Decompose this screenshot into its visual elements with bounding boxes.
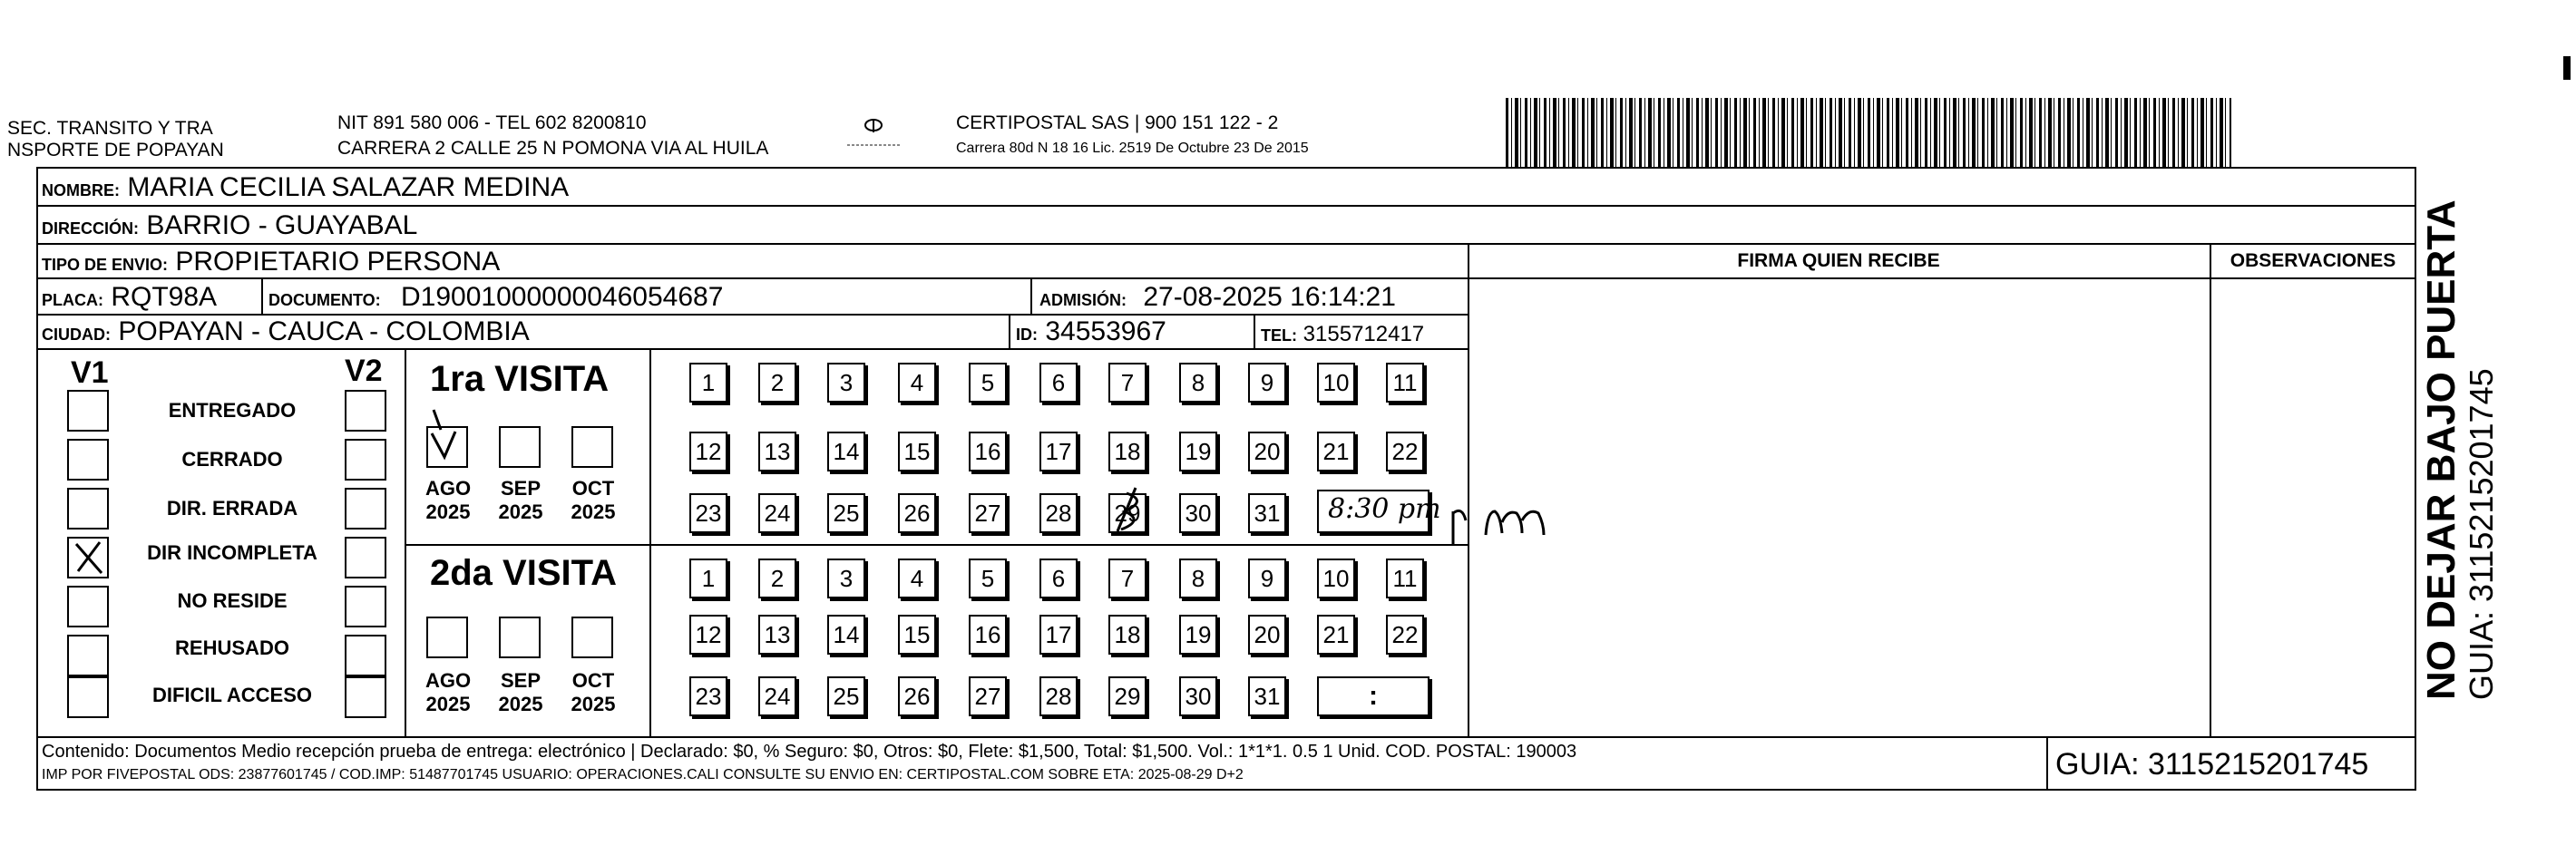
reason-dir-errada: DIR. ERRADA xyxy=(166,497,298,520)
direccion-label: DIRECCIÓN: xyxy=(42,219,139,238)
nit-line: NIT 891 580 006 - TEL 602 8200810 xyxy=(337,112,647,133)
admision-label: ADMISIÓN: xyxy=(1039,291,1127,309)
v2-checkbox[interactable] xyxy=(345,635,386,676)
month-year: 2025 xyxy=(498,500,543,523)
col-divider xyxy=(1254,314,1255,348)
day-cell[interactable]: 14 xyxy=(827,432,865,471)
day-cell[interactable]: 17 xyxy=(1039,432,1078,471)
day-cell[interactable]: 4 xyxy=(898,363,936,403)
tel-cell xyxy=(1261,319,1424,351)
sender-line-2: NSPORTE DE POPAYAN xyxy=(7,140,224,160)
day-cell[interactable]: 26 xyxy=(898,493,936,533)
footer-divider xyxy=(36,736,2416,738)
day-cell[interactable]: 18 xyxy=(1108,432,1147,471)
day-cell[interactable]: 22 xyxy=(1386,432,1424,471)
reason-cerrado: CERRADO xyxy=(181,448,283,471)
month-year: 2025 xyxy=(571,693,616,715)
day-cell[interactable]: 23 xyxy=(689,676,727,716)
col-divider xyxy=(261,277,263,314)
day-cell[interactable]: 27 xyxy=(969,493,1007,533)
day-cell[interactable]: 6 xyxy=(1039,559,1078,598)
day-cell[interactable]: 9 xyxy=(1248,363,1286,403)
day-cell[interactable]: 19 xyxy=(1179,432,1217,471)
day-cell[interactable]: 30 xyxy=(1179,676,1217,716)
time-cell[interactable]: : xyxy=(1317,676,1429,716)
reason-rehusado: REHUSADO xyxy=(175,636,289,659)
visit-2-month xyxy=(493,669,548,716)
day-cell[interactable]: 17 xyxy=(1039,615,1078,655)
sender-name xyxy=(7,118,224,161)
v1-checkbox-checked[interactable] xyxy=(67,537,109,578)
visit-1-month-checkbox[interactable] xyxy=(571,426,613,468)
day-cell[interactable]: 1 xyxy=(689,559,727,598)
documento-cell xyxy=(268,282,723,316)
month-name: SEP xyxy=(500,477,542,500)
col-divider xyxy=(2210,243,2211,736)
col-divider xyxy=(1009,314,1010,348)
reason-dir-incompleta: DIR INCOMPLETA xyxy=(147,541,317,564)
month-name: OCT xyxy=(571,477,615,500)
visit-divider xyxy=(405,544,1468,546)
month-year: 2025 xyxy=(425,693,471,715)
day-cell[interactable]: 29 xyxy=(1108,676,1147,716)
visit-2-month xyxy=(421,669,475,716)
v2-label: V2 xyxy=(345,354,383,388)
v1-checkbox[interactable] xyxy=(67,439,109,481)
day-cell[interactable]: 8 xyxy=(1179,363,1217,403)
day-cell[interactable]: 15 xyxy=(898,615,936,655)
day-cell[interactable]: 2 xyxy=(758,363,796,403)
company-line: CERTIPOSTAL SAS | 900 151 122 - 2 xyxy=(956,112,1279,133)
col-divider xyxy=(1030,277,1032,314)
documento-value: D19001000000046054687 xyxy=(401,282,724,312)
day-cell[interactable]: 9 xyxy=(1248,559,1286,598)
day-cell[interactable]: 16 xyxy=(969,432,1007,471)
day-cell[interactable]: 15 xyxy=(898,432,936,471)
day-cell[interactable]: 20 xyxy=(1248,432,1286,471)
license-line: Carrera 80d N 18 16 Lic. 2519 De Octubre 23 De 2015 xyxy=(956,141,1309,156)
day-cell[interactable]: 31 xyxy=(1248,493,1286,533)
month-name: AGO xyxy=(424,669,472,692)
v2-checkbox[interactable] xyxy=(345,676,386,718)
ciudad-cell xyxy=(42,316,530,350)
v1-checkbox[interactable] xyxy=(67,676,109,718)
footer-guia: GUIA: 3115215201745 xyxy=(2055,747,2369,782)
day-cell[interactable]: 31 xyxy=(1248,676,1286,716)
day-cell[interactable]: 13 xyxy=(758,432,796,471)
day-cell[interactable]: 24 xyxy=(758,676,796,716)
day-cell[interactable]: 11 xyxy=(1386,363,1424,403)
day-cell[interactable]: 16 xyxy=(969,615,1007,655)
month-year: 2025 xyxy=(571,500,616,523)
id-cell xyxy=(1016,316,1166,350)
reason-no-reside: NO RESIDE xyxy=(177,589,288,612)
day-cell[interactable]: 28 xyxy=(1039,676,1078,716)
tipo-row xyxy=(42,247,500,280)
month-name: OCT xyxy=(571,669,615,692)
day-cell[interactable]: 25 xyxy=(827,676,865,716)
day-cell[interactable]: 21 xyxy=(1317,432,1355,471)
v1-checkbox[interactable] xyxy=(67,488,109,530)
observaciones-header: OBSERVACIONES xyxy=(2230,250,2396,271)
tel-label: TEL: xyxy=(1261,326,1297,345)
day-29-scribble xyxy=(1112,484,1152,539)
visit-2-month-checkbox[interactable] xyxy=(571,617,613,658)
day-cell[interactable]: 8 xyxy=(1179,559,1217,598)
day-cell[interactable]: 7 xyxy=(1108,363,1147,403)
tipo-value: PROPIETARIO PERSONA xyxy=(175,247,501,277)
certipostal-logo xyxy=(842,114,905,151)
side-guia: GUIA: 3115215201745 xyxy=(2463,368,2500,700)
month-year: 2025 xyxy=(425,500,471,523)
nombre-value: MARIA CECILIA SALAZAR MEDINA xyxy=(127,172,570,202)
side-text xyxy=(2420,156,2511,700)
day-cell[interactable]: 24 xyxy=(758,493,796,533)
month-year: 2025 xyxy=(498,693,543,715)
direccion-value: BARRIO - GUAYABAL xyxy=(146,210,418,240)
v2-checkbox[interactable] xyxy=(345,390,386,432)
day-cell[interactable]: 30 xyxy=(1179,493,1217,533)
barcode xyxy=(1506,98,2231,167)
v1-checkbox[interactable] xyxy=(67,586,109,627)
v1-checkbox[interactable] xyxy=(67,390,109,432)
edge-mark xyxy=(2563,56,2571,80)
v2-checkbox[interactable] xyxy=(345,439,386,481)
day-cell[interactable]: 3 xyxy=(827,559,865,598)
day-cell[interactable]: 2 xyxy=(758,559,796,598)
day-cell[interactable]: 28 xyxy=(1039,493,1078,533)
day-cell[interactable]: 22 xyxy=(1386,615,1424,655)
day-cell[interactable]: 12 xyxy=(689,615,727,655)
footer-line-1: Contenido: Documentos Medio recepción prueba de entrega: electrónico | Declarado: $0, % Seguro: $0, Otros: $0, Flete: $1,500, Total: $1,500. Vol.: 1*1*1. 0.5 1 Unid. COD. POSTAL: 190003 xyxy=(42,742,1577,762)
no-dejar-bajo-puerta: NO DEJAR BAJO PUERTA xyxy=(2419,199,2464,700)
time-cell[interactable]: 8:30 pm xyxy=(1317,490,1429,533)
v2-checkbox[interactable] xyxy=(345,488,386,530)
v1-label: V1 xyxy=(71,355,109,390)
sender-line-1: SEC. TRANSITO Y TRA xyxy=(7,118,213,139)
visit-2-title: 2da VISITA xyxy=(430,553,617,593)
visit-1-month xyxy=(421,477,475,524)
company-info xyxy=(956,112,1309,160)
address-line: CARRERA 2 CALLE 25 N POMONA VIA AL HUILA xyxy=(337,138,769,159)
v1-checkbox[interactable] xyxy=(67,635,109,676)
day-cell[interactable]: 23 xyxy=(689,493,727,533)
day-cell[interactable]: 13 xyxy=(758,615,796,655)
documento-label: DOCUMENTO: xyxy=(268,291,381,309)
day-cell[interactable]: 10 xyxy=(1317,559,1355,598)
day-cell[interactable]: 5 xyxy=(969,559,1007,598)
day-cell[interactable]: 3 xyxy=(827,363,865,403)
day-cell[interactable]: 1 xyxy=(689,363,727,403)
col-divider xyxy=(1468,243,1469,736)
ciudad-label: CIUDAD: xyxy=(42,325,111,344)
admision-value: 27-08-2025 16:14:21 xyxy=(1143,282,1396,312)
placa-value: RQT98A xyxy=(111,282,218,312)
ciudad-value: POPAYAN - CAUCA - COLOMBIA xyxy=(118,316,530,346)
direccion-row xyxy=(42,210,417,244)
handwriting-pm xyxy=(1449,493,1576,552)
admision-cell xyxy=(1039,282,1396,316)
tipo-label: TIPO DE ENVIO: xyxy=(42,256,169,274)
reason-entregado: ENTREGADO xyxy=(168,399,297,422)
day-cell[interactable]: 4 xyxy=(898,559,936,598)
visit-1-month xyxy=(566,477,620,524)
day-cell[interactable]: 27 xyxy=(969,676,1007,716)
day-cell[interactable]: 18 xyxy=(1108,615,1147,655)
day-cell-marked[interactable]: 29 xyxy=(1108,493,1147,533)
day-cell[interactable]: 26 xyxy=(898,676,936,716)
id-label: ID: xyxy=(1016,325,1038,344)
day-cell[interactable]: 25 xyxy=(827,493,865,533)
month-name: AGO xyxy=(424,477,472,500)
sender-contact xyxy=(337,112,768,160)
day-cell[interactable]: 10 xyxy=(1317,363,1355,403)
col-divider xyxy=(2046,736,2048,791)
reason-dificil-acceso: DIFICIL ACCESO xyxy=(151,684,312,706)
month-name: SEP xyxy=(500,669,542,692)
day-cell[interactable]: 6 xyxy=(1039,363,1078,403)
day-cell[interactable]: 12 xyxy=(689,432,727,471)
visit-2-month-checkbox[interactable] xyxy=(426,617,468,658)
firma-header: FIRMA QUIEN RECIBE xyxy=(1737,250,1940,271)
visit-2-month xyxy=(566,669,620,716)
v2-checkbox[interactable] xyxy=(345,537,386,578)
visit-2-month-checkbox[interactable] xyxy=(499,617,541,658)
day-cell[interactable]: 5 xyxy=(969,363,1007,403)
day-cell[interactable]: 7 xyxy=(1108,559,1147,598)
visit-1-month xyxy=(493,477,548,524)
visit-1-month-checkbox[interactable] xyxy=(499,426,541,468)
nombre-label: NOMBRE: xyxy=(42,181,120,199)
col-divider xyxy=(649,348,651,736)
visit-1-title: 1ra VISITA xyxy=(430,359,610,399)
id-value: 34553967 xyxy=(1045,316,1166,346)
placa-label: PLACA: xyxy=(42,291,103,309)
tel-value: 3155712417 xyxy=(1303,322,1425,346)
col-divider xyxy=(405,348,406,736)
day-cell[interactable]: 20 xyxy=(1248,615,1286,655)
day-cell[interactable]: 14 xyxy=(827,615,865,655)
v2-checkbox[interactable] xyxy=(345,586,386,627)
nombre-row xyxy=(42,172,569,206)
day-cell[interactable]: 11 xyxy=(1386,559,1424,598)
day-cell[interactable]: 19 xyxy=(1179,615,1217,655)
placa-cell xyxy=(42,282,217,316)
day-cell[interactable]: 21 xyxy=(1317,615,1355,655)
footer-line-2: IMP POR FIVEPOSTAL ODS: 23877601745 / COD.IMP: 51487701745 USUARIO: OPERACIONES.CALI CONSULTE SU ENVIO EN: CERTIPOSTAL.COM SOBRE ETA: 2025-08-29 D+2 xyxy=(42,767,1244,782)
visit-1-month-checkbox-checked[interactable] xyxy=(426,426,468,468)
